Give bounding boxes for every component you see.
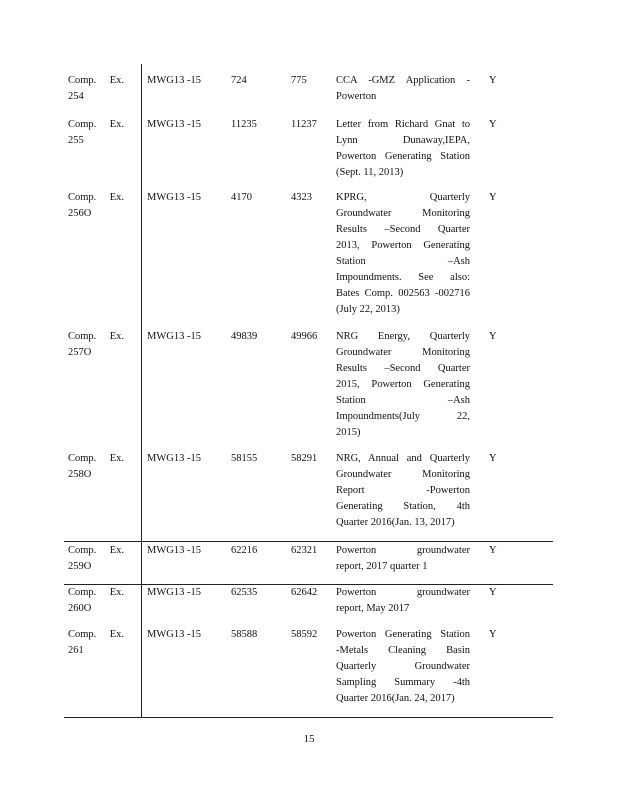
description-line: Powerton (336, 91, 377, 102)
column-divider (141, 64, 142, 718)
description-line: report, 2017 quarter 1 (336, 561, 428, 572)
exhibit-number-line: 257O (68, 347, 92, 358)
bates-start: 49839 (231, 331, 258, 342)
description-line: Groundwater Monitoring (336, 347, 470, 358)
description-line: Bates Comp. 002563 -002716 (336, 288, 470, 299)
description-line: report, May 2017 (336, 603, 410, 614)
exhibit-number (68, 73, 124, 105)
description (336, 117, 470, 181)
exhibit-number-line: 259O (68, 561, 92, 572)
description-line: Powerton groundwater (336, 587, 470, 598)
description-line: Station –Ash (336, 395, 470, 406)
description-line: Impoundments. See also: (336, 272, 470, 283)
description (336, 73, 470, 105)
description-line: Impoundments(July 22, (336, 411, 470, 422)
exhibit-number (68, 627, 124, 659)
bates-start: 58155 (231, 453, 258, 464)
exhibit-number-line: Comp. Ex. (68, 75, 124, 86)
description (336, 329, 470, 441)
description (336, 585, 470, 617)
description-line: Powerton groundwater (336, 545, 470, 556)
bates-end: 62321 (291, 545, 318, 556)
description-line: NRG Energy, Quarterly (336, 331, 470, 342)
bates-end: 4323 (291, 192, 312, 203)
bates-end: 58291 (291, 453, 318, 464)
exhibit-number-line: Comp. Ex. (68, 629, 124, 640)
description-line: Powerton Generating Station (336, 151, 470, 162)
document-id: MWG13 -15 (147, 629, 201, 640)
bates-start: 11235 (231, 119, 257, 130)
bates-start: 724 (231, 75, 247, 86)
objection-flag: Y (489, 75, 497, 86)
description-line: 2015, Powerton Generating (336, 379, 470, 390)
description-line: (Sept. 11, 2013) (336, 167, 404, 178)
objection-flag: Y (489, 119, 497, 130)
objection-flag: Y (489, 629, 497, 640)
exhibit-number-line: 256O (68, 208, 92, 219)
description-line: 2015) (336, 427, 361, 438)
objection-flag: Y (489, 192, 497, 203)
description-line: KPRG, Quarterly (336, 192, 470, 203)
description-line: Report -Powerton (336, 485, 470, 496)
objection-flag: Y (489, 453, 497, 464)
description-line: 2013, Powerton Generating (336, 240, 470, 251)
exhibit-number (68, 543, 124, 575)
exhibit-number-line: 254 (68, 91, 84, 102)
description-line: -Metals Cleaning Basin (336, 645, 470, 656)
bates-end: 58592 (291, 629, 318, 640)
description-line: Generating Station, 4th (336, 501, 470, 512)
description-line: NRG, Annual and Quarterly (336, 453, 470, 464)
bates-end: 775 (291, 75, 307, 86)
description (336, 627, 470, 707)
objection-flag: Y (489, 545, 497, 556)
objection-flag: Y (489, 331, 497, 342)
bates-start: 58588 (231, 629, 258, 640)
description-line: Station –Ash (336, 256, 470, 267)
exhibit-number-line: Comp. Ex. (68, 453, 124, 464)
bates-start: 4170 (231, 192, 252, 203)
description-line: Groundwater Monitoring (336, 469, 470, 480)
description-line: Results –Second Quarter (336, 224, 470, 235)
table-bottom-rule (64, 717, 553, 718)
exhibit-number (68, 190, 124, 222)
description-line: Lynn Dunaway,IEPA, (336, 135, 470, 146)
exhibit-number-line: Comp. Ex. (68, 331, 124, 342)
description-line: Letter from Richard Gnat to (336, 119, 470, 130)
exhibit-number (68, 451, 124, 483)
exhibit-number-line: 260O (68, 603, 92, 614)
exhibit-number-line: Comp. Ex. (68, 192, 124, 203)
bates-end: 11237 (291, 119, 317, 130)
description-line: Groundwater Monitoring (336, 208, 470, 219)
description-line: CCA -GMZ Application - (336, 75, 470, 86)
description-line: Sampling Summary -4th (336, 677, 470, 688)
description (336, 190, 470, 318)
exhibit-number-line: 258O (68, 469, 92, 480)
document-id: MWG13 -15 (147, 119, 201, 130)
exhibit-number-line: Comp. Ex. (68, 119, 124, 130)
description-line: Quarter 2016(Jan. 24, 2017) (336, 693, 455, 704)
document-id: MWG13 -15 (147, 587, 201, 598)
page-number: 15 (303, 733, 315, 745)
document-id: MWG13 -15 (147, 192, 201, 203)
exhibit-number (68, 329, 124, 361)
description-line: (July 22, 2013) (336, 304, 400, 315)
description (336, 543, 470, 575)
document-id: MWG13 -15 (147, 453, 201, 464)
bates-start: 62535 (231, 587, 258, 598)
exhibit-number-line: Comp. Ex. (68, 545, 124, 556)
description (336, 451, 470, 531)
row-separator (64, 584, 553, 585)
description-line: Powerton Generating Station (336, 629, 470, 640)
description-line: Results –Second Quarter (336, 363, 470, 374)
exhibit-number-line: 261 (68, 645, 84, 656)
exhibit-number-line: Comp. Ex. (68, 587, 124, 598)
row-separator (64, 541, 553, 542)
description-line: Quarterly Groundwater (336, 661, 470, 672)
bates-end: 62642 (291, 587, 318, 598)
description-line: Quarter 2016(Jan. 13, 2017) (336, 517, 455, 528)
bates-start: 62216 (231, 545, 258, 556)
document-id: MWG13 -15 (147, 331, 201, 342)
exhibit-number-line: 255 (68, 135, 84, 146)
document-id: MWG13 -15 (147, 75, 201, 86)
objection-flag: Y (489, 587, 497, 598)
exhibit-number (68, 585, 124, 617)
bates-end: 49966 (291, 331, 318, 342)
exhibit-number (68, 117, 124, 149)
document-id: MWG13 -15 (147, 545, 201, 556)
